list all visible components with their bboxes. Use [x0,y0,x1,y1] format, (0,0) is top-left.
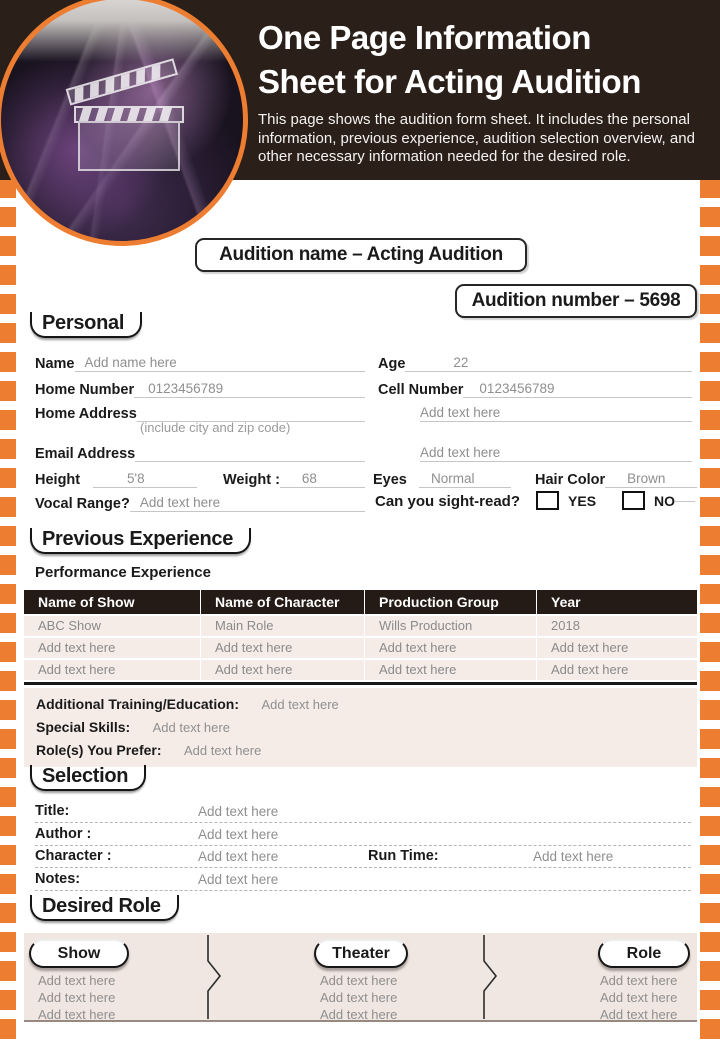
author-input[interactable]: Add text here [198,827,279,842]
height-input[interactable]: 5'8 [93,471,197,488]
table-header-row [24,590,697,614]
show-column-header[interactable]: Show [29,939,129,968]
hair-color-input[interactable]: Brown [605,471,697,488]
weight-input[interactable]: 68 [280,471,365,488]
age-input[interactable]: 22 [405,355,692,372]
table-cell[interactable]: Add text here [365,638,536,658]
audition-name-field[interactable]: Audition name – Acting Audition [195,238,527,272]
eyes-input[interactable]: Normal [419,471,511,488]
theater-items [320,972,397,1023]
height-label: Height [35,472,81,488]
vocal-range-input[interactable]: Add text here [130,495,365,512]
sight-read-label: Can you sight-read? [375,492,521,510]
chevron-divider-icon [483,935,499,1019]
clapperboard-icon [59,55,191,175]
section-heading-personal: Personal [30,312,142,338]
list-item[interactable]: Add text here [600,973,678,988]
table-cell[interactable]: Add text here [365,660,536,680]
notes-label: Notes: [35,871,81,887]
column-header: Year [537,590,697,614]
desired-role-panel [24,933,697,1022]
additional-training-label: Additional Training/Education: [36,696,239,712]
table-cell[interactable]: Add text here [537,638,697,658]
table-cell[interactable]: Add text here [201,660,364,680]
cell-number-input[interactable]: 0123456789 [463,381,692,398]
home-address-label: Home Address [35,406,137,422]
page-title-line1: One Page Information [258,19,591,56]
table-bottom-rule [24,682,697,685]
character-label: Character : [35,848,112,864]
sight-read-yes-checkbox[interactable] [536,491,559,510]
audition-number-field[interactable]: Audition number – 5698 [455,284,697,318]
list-item[interactable]: Add text here [320,973,398,988]
additional-training-input[interactable]: Add text here [261,697,339,712]
list-item[interactable]: Add text here [600,1007,678,1022]
name-label: Name [35,356,75,372]
show-items [38,972,115,1023]
email-label: Email Address [35,446,136,462]
table-cell[interactable]: Add text here [201,638,364,658]
special-skills-input[interactable]: Add text here [152,720,230,735]
theater-column-header[interactable]: Theater [314,939,408,968]
home-number-label: Home Number [35,382,135,398]
table-row [24,660,697,680]
role-column-header[interactable]: Role [598,939,690,968]
notes-input[interactable]: Add text here [198,872,279,887]
table-cell[interactable]: Main Role [201,616,364,636]
list-item[interactable]: Add text here [38,1007,116,1022]
title-input[interactable]: Add text here [198,804,279,819]
table-cell[interactable]: ABC Show [24,616,200,636]
list-item[interactable]: Add text here [38,990,116,1005]
email-input[interactable] [135,460,365,462]
home-address-value-input[interactable]: Add text here [420,405,692,422]
table-cell[interactable]: Wills Production [365,616,536,636]
character-input[interactable]: Add text here [198,849,279,864]
roles-prefer-input[interactable]: Add text here [183,743,262,758]
run-time-input[interactable]: Add text here [533,849,614,864]
table-row [24,616,697,636]
weight-label: Weight : [223,472,280,488]
roles-prefer-label: Role(s) You Prefer: [36,742,162,758]
list-item[interactable]: Add text here [320,990,398,1005]
list-item[interactable]: Add text here [600,990,678,1005]
hair-color-label: Hair Color [535,472,606,488]
eyes-label: Eyes [373,472,407,488]
right-stripe-border [700,178,720,1040]
list-item[interactable]: Add text here [38,973,116,988]
title-label: Title: [35,803,70,819]
yes-label: YES [568,493,597,509]
home-number-input[interactable]: 0123456789 [134,381,365,398]
left-stripe-border [0,178,16,1040]
chevron-divider-icon [207,935,223,1019]
performance-experience-subheading: Performance Experience [35,564,211,581]
training-skills-panel [24,688,697,767]
performance-experience-table [24,590,697,767]
page-description: This page shows the audition form sheet. It includes the personal information, previous experience, audition selection overview, and other necessary information needed for the desired role. [258,111,695,165]
column-header: Name of Character [201,590,364,614]
role-items [600,972,677,1023]
list-item[interactable]: Add text here [320,1007,398,1022]
table-cell[interactable]: Add text here [24,660,200,680]
vocal-range-label: Vocal Range? [35,496,130,512]
cell-number-label: Cell Number [378,382,464,398]
table-cell[interactable]: Add text here [537,660,697,680]
sight-read-no-checkbox[interactable] [622,491,645,510]
section-heading-desired-role: Desired Role [30,895,179,921]
column-header: Production Group [365,590,536,614]
table-cell[interactable]: Add text here [24,638,200,658]
no-label: NO [654,493,676,509]
section-heading-selection: Selection [30,765,146,791]
author-label: Author : [35,826,92,842]
special-skills-label: Special Skills: [36,719,131,735]
name-input[interactable]: Add name here [75,355,366,372]
page-title-line2: Sheet for Acting Audition [258,63,641,100]
table-cell[interactable]: 2018 [537,616,697,636]
section-heading-previous-experience: Previous Experience [30,528,251,554]
column-header: Name of Show [24,590,200,614]
concert-photo-circle [0,0,248,246]
email-value-input[interactable]: Add text here [420,445,692,462]
age-label: Age [378,356,406,372]
home-address-hint: (include city and zip code) [140,420,291,435]
run-time-label: Run Time: [368,848,439,864]
table-row [24,638,697,658]
sight-read-fill-line [675,500,695,502]
